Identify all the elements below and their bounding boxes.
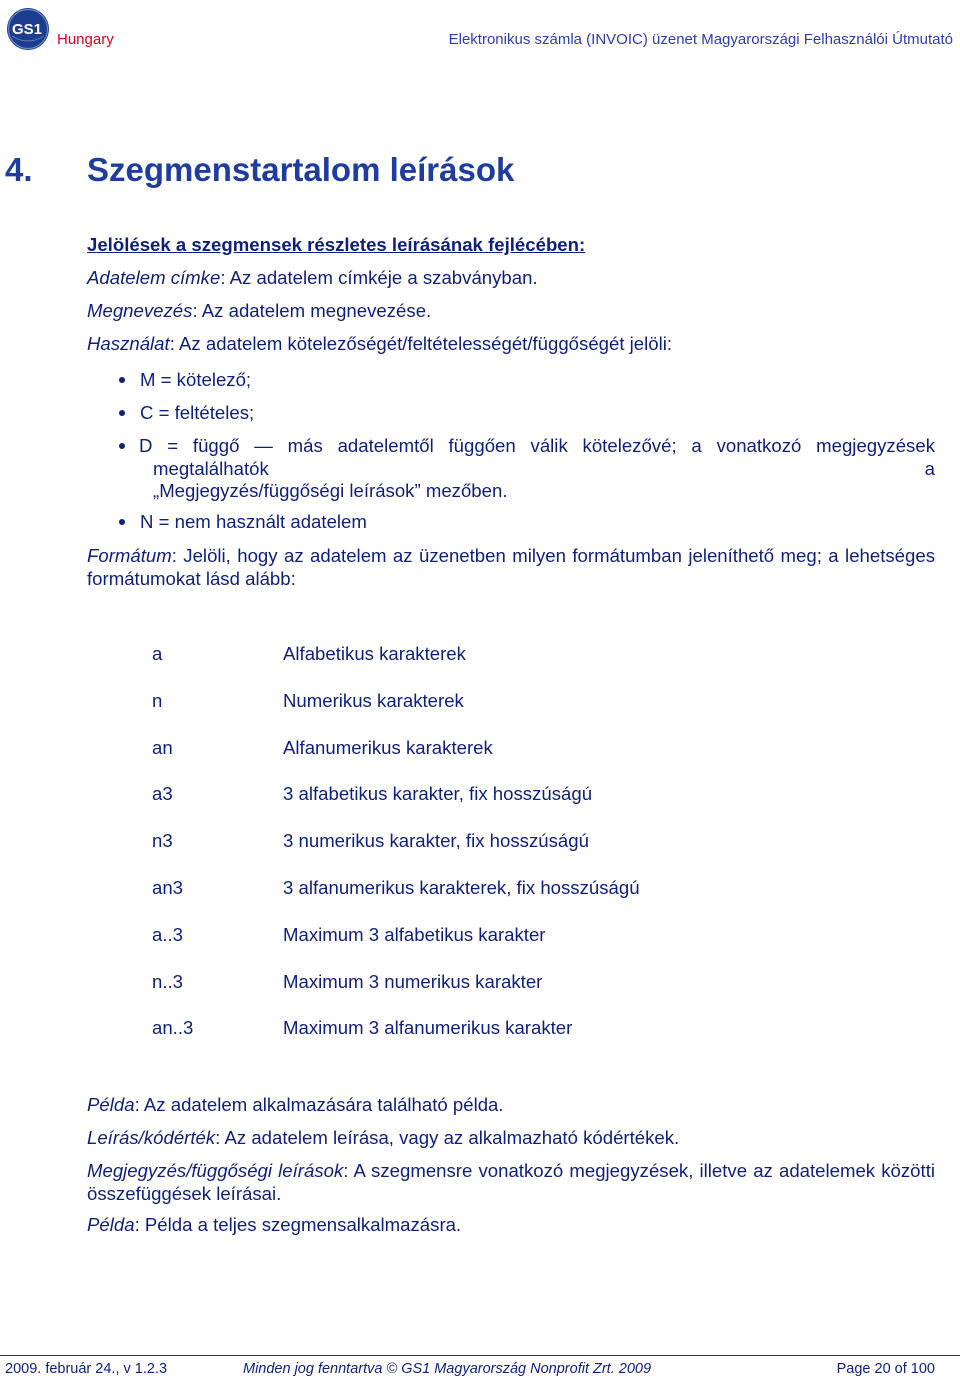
format-code-row <box>152 643 772 690</box>
format-code: n <box>152 689 163 711</box>
logo-text: GS1 <box>11 21 43 38</box>
format-code-desc: Alfanumerikus karakterek <box>283 736 493 758</box>
format-code-desc: 3 alfabetikus karakter, fix hosszúságú <box>283 783 593 805</box>
descriptor-term: Használat <box>87 333 170 354</box>
note-remarks <box>87 1159 935 1205</box>
usage-item-n: N = nem használt adatelem <box>140 511 367 532</box>
section-title: Szegmenstartalom leírások <box>87 151 515 188</box>
section-number: 4. <box>5 151 33 188</box>
usage-item-d <box>139 435 935 503</box>
format-code: a <box>152 643 163 664</box>
descriptor-text: : Az adatelem megnevezése. <box>192 300 432 321</box>
format-code-table <box>152 643 772 1064</box>
format-code-row <box>152 1017 772 1064</box>
footer-page-number: Page 20 of 100 <box>836 1361 935 1377</box>
format-code-row <box>152 783 772 830</box>
format-description <box>87 544 935 590</box>
document-title: Elektronikus számla (INVOIC) üzenet Magyarországi Felhasználói Útmutató <box>448 31 953 48</box>
format-code-desc: Maximum 3 alfanumerikus karakter <box>283 1017 573 1039</box>
bullet-icon <box>119 443 125 449</box>
note-code-values <box>87 1127 679 1149</box>
format-code: a3 <box>152 783 173 805</box>
bullet-icon <box>119 410 125 416</box>
usage-item-d-continuation: „Megjegyzés/függőségi leírások” mezőben. <box>153 480 508 502</box>
note-term: Példa <box>87 1094 135 1115</box>
note-term: Példa <box>87 1214 135 1235</box>
legend-heading: Jelölések a szegmensek részletes leírásának fejlécében: <box>87 234 586 255</box>
descriptor-term: Adatelem címke <box>87 267 221 288</box>
footer-date-version: 2009. február 24., v 1.2.3 <box>5 1361 168 1377</box>
usage-item-d-text: D = függő — más adatelemtől függően válik kötelezővé; a vonatkozó megjegyzések megtalálhatók a <box>139 435 935 479</box>
note-text: : A szegmensre vonatkozó megjegyzések, illetve az adatelemek közötti összefüggések leírásai. <box>87 1160 935 1204</box>
note-text: : Példa a teljes szegmensalkalmazásra. <box>134 1214 462 1235</box>
format-code-desc: 3 alfanumerikus karakterek, fix hosszúságú <box>283 876 640 898</box>
footer-divider <box>0 1355 960 1356</box>
format-text: : Jelöli, hogy az adatelem az üzenetben milyen formátumban jeleníthető meg; a lehetséges formátumokat lásd alább: <box>87 545 935 589</box>
gs1-logo <box>4 6 52 52</box>
usage-item-c: C = feltételes; <box>140 402 255 423</box>
format-code: an <box>152 736 173 758</box>
format-code-row <box>152 830 772 877</box>
note-segment-example <box>87 1214 461 1236</box>
note-text: : Az adatelem leírása, vagy az alkalmazható kódértékek. <box>215 1127 680 1148</box>
note-example <box>87 1094 504 1116</box>
format-code: n3 <box>152 830 173 852</box>
format-code-row <box>152 971 772 1018</box>
format-code-row <box>152 737 772 784</box>
usage-item-m: M = kötelező; <box>140 369 252 390</box>
format-code-row <box>152 924 772 971</box>
format-term: Formátum <box>87 545 172 566</box>
format-code-desc: Maximum 3 alfabetikus karakter <box>283 923 546 945</box>
format-code-row <box>152 877 772 924</box>
format-code-desc: Maximum 3 numerikus karakter <box>283 970 543 992</box>
format-code: n..3 <box>152 970 184 992</box>
bullet-icon <box>119 519 125 525</box>
format-code-row <box>152 690 772 737</box>
descriptor-text: : Az adatelem kötelezőségét/feltételességét/függőségét jelöli: <box>169 333 673 354</box>
format-code-desc: Alfabetikus karakterek <box>283 643 466 664</box>
format-code: a..3 <box>152 923 184 945</box>
format-code: an..3 <box>152 1017 194 1039</box>
note-term: Megjegyzés/függőségi leírások <box>87 1160 344 1181</box>
descriptor-label <box>87 267 538 289</box>
format-code-desc: Numerikus karakterek <box>283 689 464 711</box>
descriptor-text: : Az adatelem címkéje a szabványban. <box>220 267 538 288</box>
bullet-icon <box>119 377 125 383</box>
descriptor-usage <box>87 333 672 355</box>
footer-copyright: Minden jog fenntartva © GS1 Magyarország Nonprofit Zrt. 2009 <box>243 1361 652 1377</box>
descriptor-term: Megnevezés <box>87 300 193 321</box>
descriptor-name <box>87 300 431 322</box>
note-text: : Az adatelem alkalmazására található példa. <box>134 1094 504 1115</box>
format-code: an3 <box>152 876 184 898</box>
format-code-desc: 3 numerikus karakter, fix hosszúságú <box>283 830 589 852</box>
note-term: Leírás/kódérték <box>87 1127 216 1148</box>
region-label: Hungary <box>57 31 114 48</box>
